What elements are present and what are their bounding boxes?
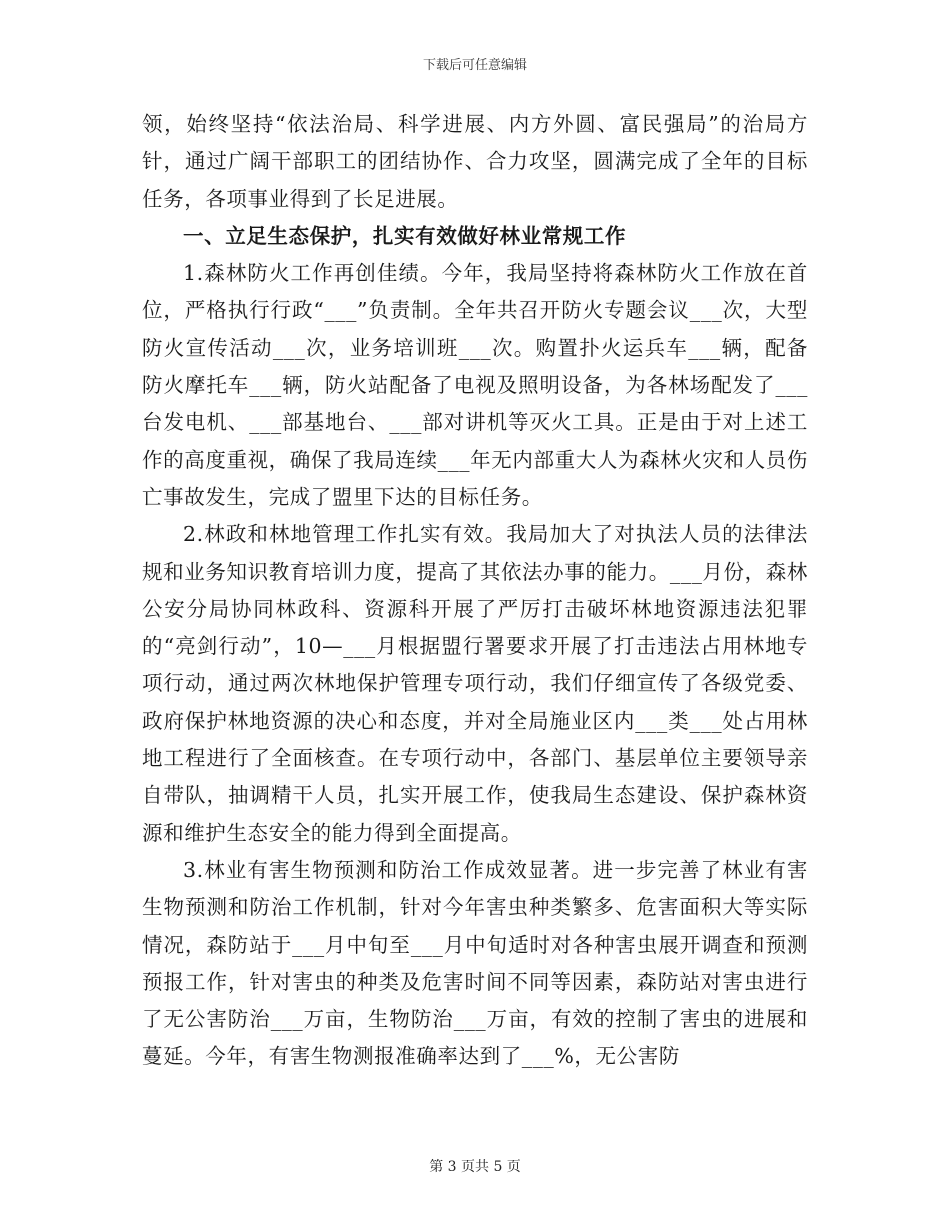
intro-paragraph: 领，始终坚持“依法治局、科学进展、内方外圆、富民强局”的治局方针，通过广阔干部职工的团结协作、合力攻坚，圆满完成了全年的目标任务，各项事业得到了长足进展。	[142, 112, 808, 211]
paragraph-pest-control: 3.林业有害生物预测和防治工作成效显著。进一步完善了林业有害生物预测和防治工作机制，针对今年害虫种类繁多、危害面积大等实际情况，森防站于___月中旬至___月中旬适时对各种害虫展开调查和预测预报工作，针对害虫的种类及危害时间不同等因素，森防站对害虫进行了无公害防治___万亩，生物防治___万亩，有效的控制了害虫的进展和蔓延。今年，有害生物测报准确率达到了___%，无公害防	[142, 857, 808, 1069]
paragraph-fire-prevention: 1.森林防火工作再创佳绩。今年，我局坚持将森林防火工作放在首位，严格执行行政“___”负责制。全年共召开防火专题会议___次，大型防火宣传活动___次，业务培训班___次。购置扑火运兵车___辆，配备防火摩托车___辆，防火站配备了电视及照明设备，为各林场配发了___台发电机、___部基地台、___部对讲机等灭火工具。正是由于对上述工作的高度重视，确保了我局连续___年无内部重大人为森林火灾和人员伤亡事故发生，完成了盟里下达的目标任务。	[142, 261, 808, 509]
document-body	[142, 106, 808, 1076]
section-heading: 一、立足生态保护，扎实有效做好林业常规工作	[183, 223, 627, 248]
page-header: 下载后可任意编辑	[422, 58, 527, 73]
paragraph-forest-land-management: 2.林政和林地管理工作扎实有效。我局加大了对执法人员的法律法规和业务知识教育培训力度，提高了其依法办事的能力。___月份，森林公安分局协同林政科、资源科开展了严厉打击破坏林地资源违法犯罪的“亮剑行动”，10—___月根据盟行署要求开展了打击违法占用林地专项行动，通过两次林地保护管理专项行动，我们仔细宣传了各级党委、政府保护林地资源的决心和态度，并对全局施业区内___类___处占用林地工程进行了全面核查。在专项行动中，各部门、基层单位主要领导亲自带队，抽调精干人员，扎实开展工作，使我局生态建设、保护森林资源和维护生态安全的能力得到全面提高。	[142, 522, 808, 845]
page-footer: 第 3 页共 5 页	[429, 1159, 521, 1175]
